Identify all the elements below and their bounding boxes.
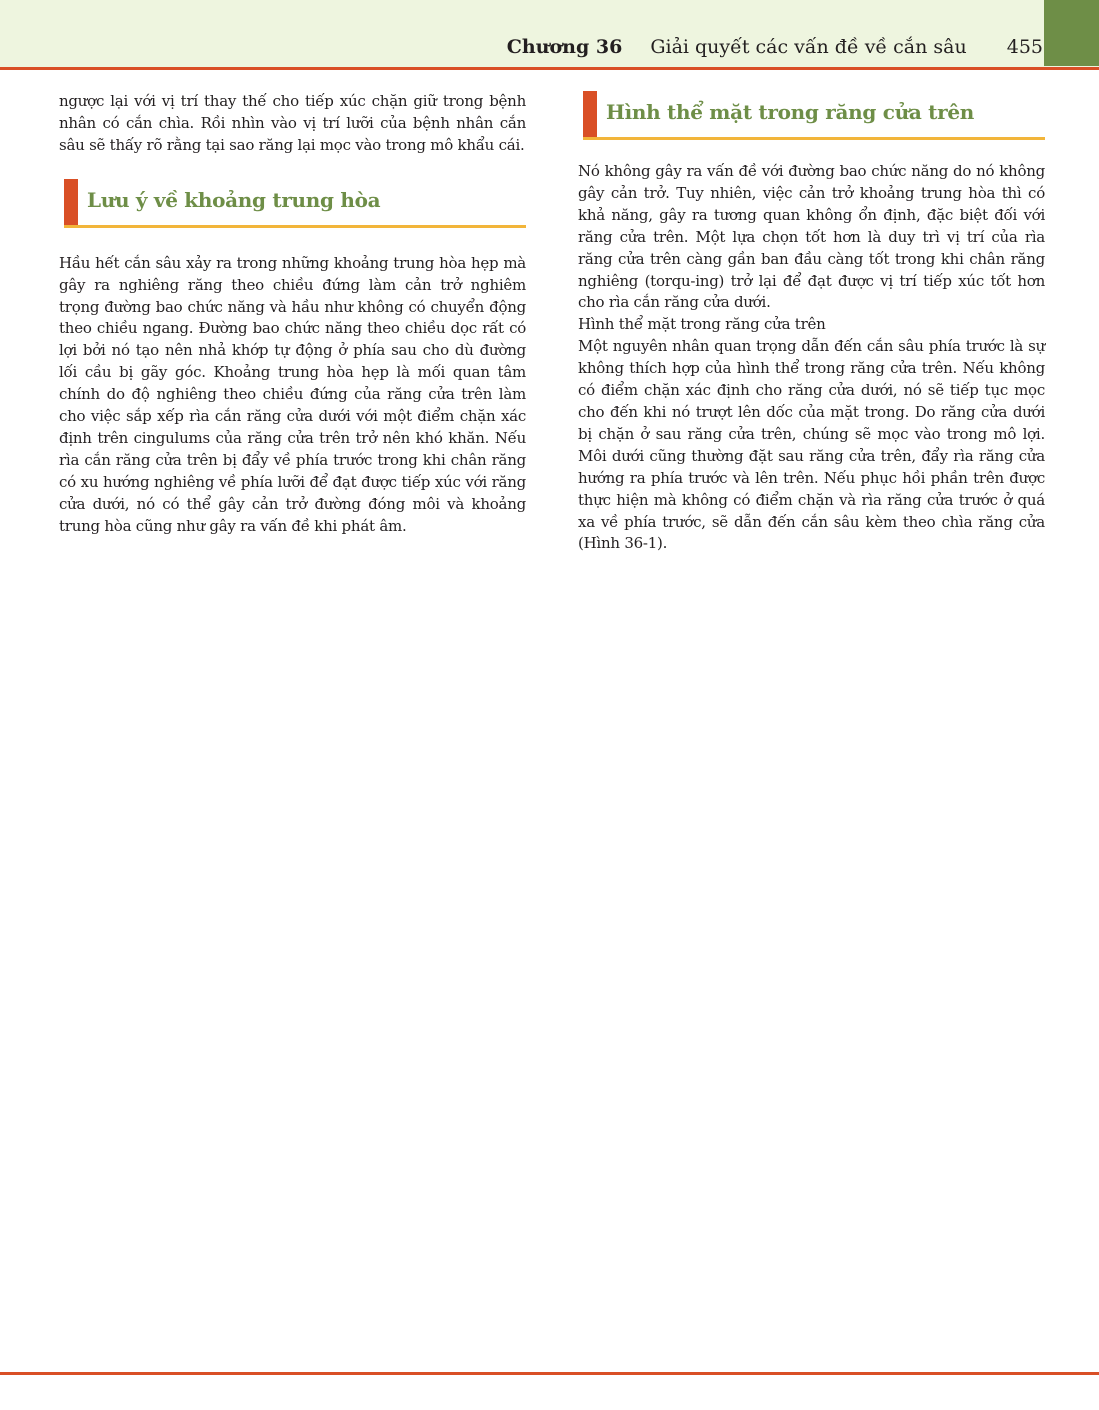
chapter-thumb-tab (1044, 0, 1099, 66)
left-column (59, 91, 526, 538)
page-number: 455 (1006, 36, 1043, 58)
chapter-title: Giải quyết các vấn đề về cắn sâu (650, 36, 967, 58)
footer-divider (0, 1372, 1099, 1375)
section-heading-neutral-zone (64, 179, 526, 228)
intro-paragraph: ngược lại với vị trí thay thế cho tiếp xúc chặn giữ trong bệnh nhân có cắn chìa. Rồi nhìn vào vị trí lưỡi của bệnh nhân cắn sâu sẽ thấy rõ rằng tại sao răng lại mọc vào trong mô khẩu cái. (59, 92, 526, 154)
section-heading-text: Lưu ý về khoảng trung hòa (87, 187, 381, 212)
chapter-label: Chương 36 (506, 36, 623, 58)
heading-accent-bar (64, 179, 78, 225)
section-paragraph: Nó không gây ra vấn đề với đường bao chức năng do nó không gây cản trở. Tuy nhiên, việc cản trở khoảng trung hòa thì có khả năng, gây ra tương quan không ổn định, đặc biệt đối với răng cửa trên. Một lựa chọn tốt hơn là duy trì vị trí của rìa răng cửa trên càng gần ban đầu càng tốt trong khi chân răng nghiêng (torqu-ing) trở lại để đạt được vị trí tiếp xúc tốt hơn cho rìa cắn răng cửa dưới. (578, 162, 1045, 312)
section-paragraph: Một nguyên nhân quan trọng dẫn đến cắn sâu phía trước là sự không thích hợp của hình thể trong răng cửa trên. Nếu không có điểm chặn xác định cho răng cửa dưới, nó sẽ tiếp tục mọc cho đến khi nó trượt lên dốc của mặt trong. Do răng cửa dưới bị chặn ở sau răng cửa trên, chúng sẽ mọc vào trong mô lợi. Môi dưới cũng thường đặt sau răng cửa trên, đẩy rìa răng cửa hướng ra phía trước và lên trên. Nếu phục hồi phần trên được thực hiện mà không có điểm chặn và rìa răng cửa trước ở quá xa về phía trước, sẽ dẫn đến cắn sâu kèm theo chìa răng cửa (Hình 36-1). (578, 337, 1045, 553)
header-divider (0, 67, 1099, 70)
section-paragraph: Hầu hết cắn sâu xảy ra trong những khoảng trung hòa hẹp mà gây ra nghiêng răng theo chiều đứng làm cản trở nghiêm trọng đường bao chức năng và hầu như không có chuyển động theo chiều ngang. Đường bao chức năng theo chiều dọc rất có lợi bởi nó tạo nên nhả khớp tự động ở phía sau cho dù đường lối cầu bị gãy góc. Khoảng trung hòa hẹp là mối quan tâm chính do độ nghiêng theo chiều đứng của răng cửa trên làm cho việc sắp xếp rìa cắn răng cửa dưới với một điểm chặn xác định trên cingulums của răng cửa trên trở nên khó khăn. Nếu rìa cắn răng cửa trên bị đẩy về phía trước trong khi chân răng có xu hướng nghiêng về phía lưỡi để đạt được tiếp xúc với răng cửa dưới, nó có thể gây cản trở đường đóng môi và khoảng trung hòa cũng như gây ra vấn đề khi phát âm. (59, 253, 526, 535)
subheading-line: Hình thể mặt trong răng cửa trên (578, 315, 826, 334)
section-heading-lingual-contour (583, 91, 1045, 140)
heading-accent-bar (583, 91, 597, 137)
section-heading-text: Hình thể mặt trong răng cửa trên (606, 100, 974, 124)
running-header (507, 34, 1043, 60)
right-column (578, 91, 1045, 555)
